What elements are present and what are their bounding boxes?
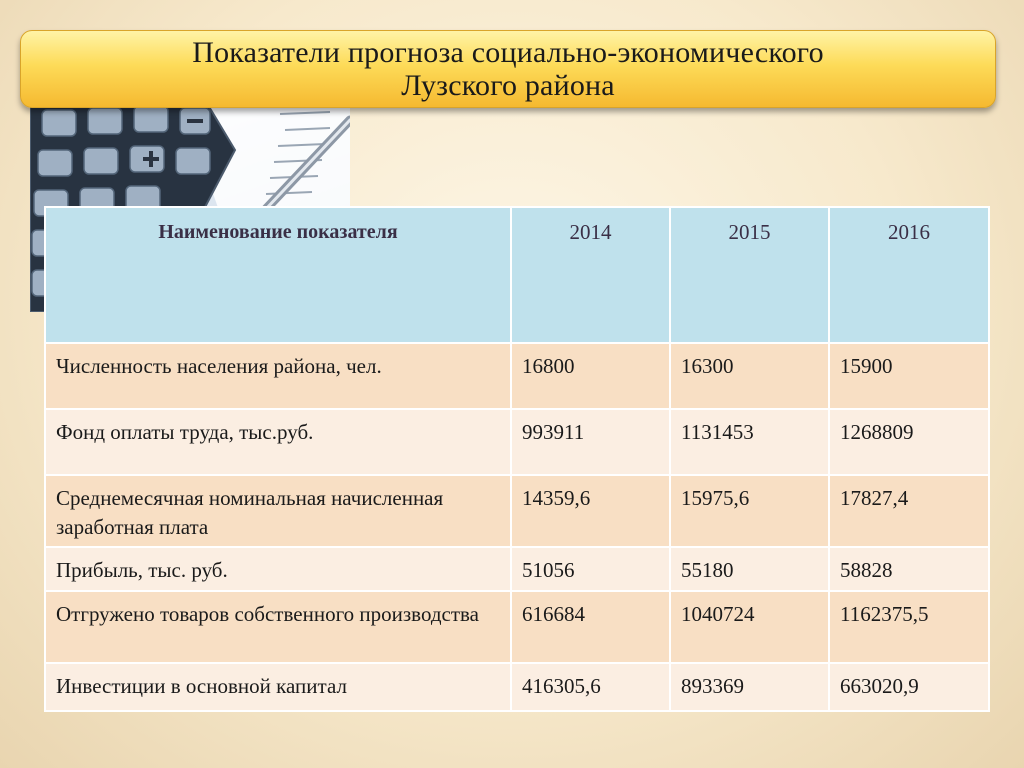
title-line-2: Лузского района [401, 69, 615, 102]
row-value-2014: 416305,6 [511, 663, 670, 711]
row-value-2015: 15975,6 [670, 475, 829, 547]
table-row [45, 475, 989, 547]
row-value-2014: 51056 [511, 547, 670, 591]
header-year-2016: 2016 [829, 207, 989, 343]
table-row [45, 343, 989, 409]
row-value-2015: 1040724 [670, 591, 829, 663]
row-value-2014: 993911 [511, 409, 670, 475]
row-value-2014: 16800 [511, 343, 670, 409]
table-row [45, 547, 989, 591]
row-name: Фонд оплаты труда, тыс.руб. [45, 409, 511, 475]
row-name: Отгружено товаров собственного производства [45, 591, 511, 663]
table-row [45, 409, 989, 475]
row-value-2015: 1131453 [670, 409, 829, 475]
header-year-2014: 2014 [511, 207, 670, 343]
row-value-2016: 1162375,5 [829, 591, 989, 663]
row-name: Численность населения района, чел. [45, 343, 511, 409]
row-value-2016: 663020,9 [829, 663, 989, 711]
row-value-2014: 14359,6 [511, 475, 670, 547]
header-indicator-name: Наименование показателя [45, 207, 511, 343]
table-header-row [45, 207, 989, 343]
header-year-2015: 2015 [670, 207, 829, 343]
row-name: Прибыль, тыс. руб. [45, 547, 511, 591]
row-value-2016: 1268809 [829, 409, 989, 475]
title-banner [20, 30, 996, 108]
table-row [45, 663, 989, 711]
row-value-2015: 893369 [670, 663, 829, 711]
row-value-2016: 15900 [829, 343, 989, 409]
row-value-2016: 58828 [829, 547, 989, 591]
row-value-2015: 55180 [670, 547, 829, 591]
row-value-2016: 17827,4 [829, 475, 989, 547]
row-name: Инвестиции в основной капитал [45, 663, 511, 711]
table-row [45, 591, 989, 663]
row-value-2015: 16300 [670, 343, 829, 409]
row-name: Среднемесячная номинальная начисленная заработная плата [45, 475, 511, 547]
title-line-1: Показатели прогноза социально-экономического [192, 36, 824, 69]
row-value-2014: 616684 [511, 591, 670, 663]
indicators-table [44, 206, 990, 712]
